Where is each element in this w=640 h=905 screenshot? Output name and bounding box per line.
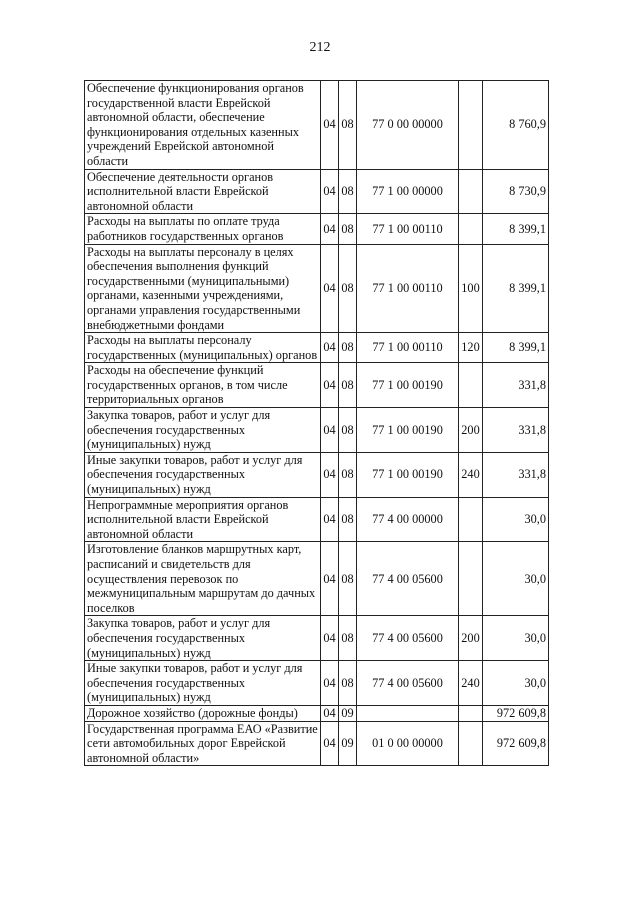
expense-type-cell [459, 705, 483, 721]
subsection-code-cell: 09 [339, 721, 357, 766]
page-number: 212 [309, 40, 331, 55]
amount-cell: 30,0 [483, 497, 549, 542]
expense-type-cell: 120 [459, 333, 483, 363]
expense-name-cell: Обеспечение деятельности органов исполнительной власти Еврейской автономной области [85, 169, 321, 214]
table-row [85, 169, 549, 214]
section-code-cell: 04 [321, 542, 339, 616]
table-row [85, 244, 549, 333]
expense-type-cell: 240 [459, 452, 483, 497]
expense-name-cell: Государственная программа ЕАО «Развитие сети автомобильных дорог Еврейской автономной области» [85, 721, 321, 766]
table-row [85, 81, 549, 170]
subsection-code-cell: 08 [339, 616, 357, 661]
section-code-cell: 04 [321, 497, 339, 542]
expense-name-cell: Иные закупки товаров, работ и услуг для обеспечения государственных (муниципальных) нужд [85, 452, 321, 497]
table-row [85, 721, 549, 766]
budget-table-body [85, 81, 549, 766]
amount-cell: 30,0 [483, 661, 549, 706]
subsection-code-cell: 08 [339, 497, 357, 542]
table-row [85, 661, 549, 706]
expense-type-cell [459, 169, 483, 214]
subsection-code-cell: 09 [339, 705, 357, 721]
table-row [85, 542, 549, 616]
expense-name-cell: Обеспечение функционирования органов государственной власти Еврейской автономной области, обеспечение функционирования отдельных казенных учреждений Еврейской автономной области [85, 81, 321, 170]
target-article-cell: 77 1 00 00110 [357, 214, 459, 244]
target-article-cell: 77 1 00 00190 [357, 363, 459, 408]
subsection-code-cell: 08 [339, 81, 357, 170]
expense-name-cell: Непрограммные мероприятия органов исполнительной власти Еврейской автономной области [85, 497, 321, 542]
expense-type-cell [459, 497, 483, 542]
amount-cell: 8 730,9 [483, 169, 549, 214]
target-article-cell [357, 705, 459, 721]
amount-cell: 331,8 [483, 452, 549, 497]
budget-table [84, 80, 549, 766]
target-article-cell: 77 4 00 05600 [357, 661, 459, 706]
amount-cell: 331,8 [483, 408, 549, 453]
expense-name-cell: Иные закупки товаров, работ и услуг для обеспечения государственных (муниципальных) нужд [85, 661, 321, 706]
expense-name-cell: Расходы на обеспечение функций государственных органов, в том числе территориальных органов [85, 363, 321, 408]
target-article-cell: 77 1 00 00110 [357, 333, 459, 363]
section-code-cell: 04 [321, 244, 339, 333]
expense-name-cell: Дорожное хозяйство (дорожные фонды) [85, 705, 321, 721]
subsection-code-cell: 08 [339, 452, 357, 497]
table-row [85, 363, 549, 408]
expense-name-cell: Закупка товаров, работ и услуг для обеспечения государственных (муниципальных) нужд [85, 616, 321, 661]
subsection-code-cell: 08 [339, 363, 357, 408]
expense-name-cell: Расходы на выплаты по оплате труда работников государственных органов [85, 214, 321, 244]
section-code-cell: 04 [321, 721, 339, 766]
target-article-cell: 77 4 00 05600 [357, 616, 459, 661]
section-code-cell: 04 [321, 363, 339, 408]
amount-cell: 972 609,8 [483, 721, 549, 766]
section-code-cell: 04 [321, 408, 339, 453]
amount-cell: 8 399,1 [483, 333, 549, 363]
expense-type-cell: 200 [459, 408, 483, 453]
expense-type-cell [459, 363, 483, 408]
subsection-code-cell: 08 [339, 661, 357, 706]
section-code-cell: 04 [321, 661, 339, 706]
section-code-cell: 04 [321, 705, 339, 721]
expense-type-cell [459, 214, 483, 244]
table-row [85, 214, 549, 244]
target-article-cell: 77 1 00 00190 [357, 452, 459, 497]
amount-cell: 8 399,1 [483, 244, 549, 333]
amount-cell: 972 609,8 [483, 705, 549, 721]
table-row [85, 705, 549, 721]
table-row [85, 616, 549, 661]
expense-name-cell: Расходы на выплаты персоналу государственных (муниципальных) органов [85, 333, 321, 363]
amount-cell: 331,8 [483, 363, 549, 408]
expense-type-cell: 240 [459, 661, 483, 706]
target-article-cell: 77 4 00 00000 [357, 497, 459, 542]
target-article-cell: 77 1 00 00190 [357, 408, 459, 453]
section-code-cell: 04 [321, 616, 339, 661]
subsection-code-cell: 08 [339, 244, 357, 333]
expense-name-cell: Расходы на выплаты персоналу в целях обеспечения выполнения функций государственными (муниципальными) органами, казенными учреждениями, органами управления государственными внебюджетными фондами [85, 244, 321, 333]
expense-name-cell: Изготовление бланков маршрутных карт, расписаний и свидетельств для осуществления перевозок по межмуниципальным маршрутам до дачных поселков [85, 542, 321, 616]
amount-cell: 8 399,1 [483, 214, 549, 244]
table-row [85, 452, 549, 497]
subsection-code-cell: 08 [339, 333, 357, 363]
target-article-cell: 77 4 00 05600 [357, 542, 459, 616]
amount-cell: 30,0 [483, 616, 549, 661]
section-code-cell: 04 [321, 169, 339, 214]
table-row [85, 333, 549, 363]
subsection-code-cell: 08 [339, 408, 357, 453]
subsection-code-cell: 08 [339, 214, 357, 244]
target-article-cell: 77 1 00 00000 [357, 169, 459, 214]
section-code-cell: 04 [321, 81, 339, 170]
subsection-code-cell: 08 [339, 542, 357, 616]
target-article-cell: 77 1 00 00110 [357, 244, 459, 333]
expense-type-cell [459, 542, 483, 616]
expense-type-cell: 100 [459, 244, 483, 333]
target-article-cell: 77 0 00 00000 [357, 81, 459, 170]
table-row [85, 497, 549, 542]
subsection-code-cell: 08 [339, 169, 357, 214]
section-code-cell: 04 [321, 333, 339, 363]
section-code-cell: 04 [321, 214, 339, 244]
table-row [85, 408, 549, 453]
section-code-cell: 04 [321, 452, 339, 497]
expense-type-cell: 200 [459, 616, 483, 661]
expense-name-cell: Закупка товаров, работ и услуг для обеспечения государственных (муниципальных) нужд [85, 408, 321, 453]
amount-cell: 30,0 [483, 542, 549, 616]
target-article-cell: 01 0 00 00000 [357, 721, 459, 766]
expense-type-cell [459, 81, 483, 170]
amount-cell: 8 760,9 [483, 81, 549, 170]
expense-type-cell [459, 721, 483, 766]
